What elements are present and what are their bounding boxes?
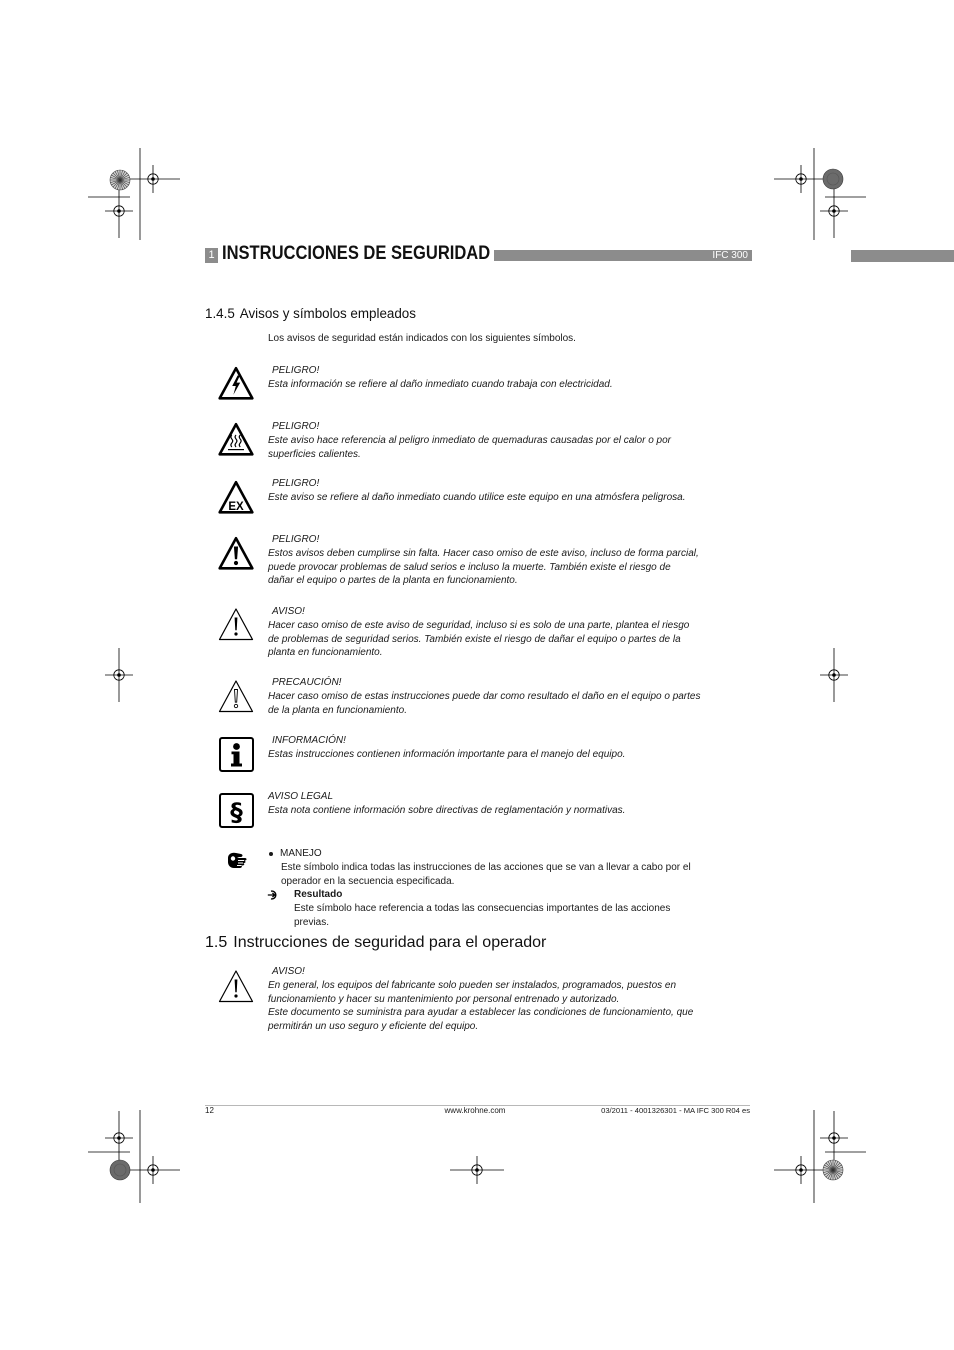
notice-text-line: Hacer caso omiso de estas instrucciones puede dar como resultado el daño en el equipo o partes [268,690,701,702]
ex-mark-text: EX [228,501,244,513]
notice-text-line: En general, los equipos del fabricante solo pueden ser instalados, programados, puestos en [268,979,677,991]
result-text-line: Este símbolo hace referencia a todas las consecuencias importantes de las acciones [294,903,671,915]
notice-text-line: planta en funcionamiento. [268,647,383,659]
notice-label: AVISO LEGAL [268,791,334,802]
notice-text-line: de problemas de seguridad serios. También existe el riesgo de dañar el equipo o partes de la [268,633,681,645]
notice-text-line: Esta nota contiene información sobre directivas de reglamentación y normativas. [268,804,626,816]
notice-text-line: de la planta en funcionamiento. [268,704,407,716]
section-heading-1-4-5 [205,306,416,322]
chapter-title: INSTRUCCIONES DE SEGURIDAD [222,243,491,264]
caution-exclamation-icon [218,679,254,713]
notice-text-line: Esta información se refiere al daño inmediato cuando trabaja con electricidad. [268,378,613,390]
footer-website: www.krohne.com [444,1106,506,1115]
edge-tab-bar [851,250,954,262]
notice-text-line: Este aviso hace referencia al peligro inmediato de quemaduras causadas por el calor o por [268,434,672,446]
danger-exclamation-icon [218,536,254,570]
notice-text-line: Hacer caso omiso de este aviso de seguridad, incluso si es solo de una parte, plantea el riesgo [268,619,690,631]
color-target [823,169,843,189]
result-text-line: previas. [294,916,330,928]
notice-label: PELIGRO! [272,478,320,489]
notice-text-line: Estas instrucciones contienen información importante para el manejo del equipo. [268,748,626,760]
notice-caution [268,676,758,717]
bullet-icon [269,852,273,856]
notice-text-line: dañar el equipo o partes de la planta en funcionamiento. [268,575,518,587]
result-heading [268,888,758,902]
notice-text-line: Estos avisos deben cumplirse sin falta. Hacer caso omiso de este aviso, incluso de forma parcial, [268,547,699,559]
notice-electrical-danger [268,364,758,392]
notice-label: AVISO! [272,606,305,617]
handling-label: MANEJO [280,848,322,859]
product-name: IFC 300 [712,250,748,261]
chapter-number: 1 [205,248,218,263]
notice-label: INFORMACIÓN! [272,735,346,746]
footer-doc-reference: 03/2011 - 4001326301 - MA IFC 300 R04 es [601,1106,750,1115]
registration-mark [105,1111,133,1165]
notice-text-line: permitirán un uso seguro y eficiente del equipo. [268,1021,479,1033]
registration-mark [820,1111,848,1165]
hot-surface-icon [218,422,254,456]
result-arrow-icon [267,890,278,900]
notice-text-line: Este aviso se refiere al daño inmediato cuando utilice este equipo en una atmósfera peligrosa. [268,491,686,503]
handling-text-line: Este símbolo indica todas las instrucciones de las acciones que se van a llevar a cabo por el [281,861,691,873]
notice-label: PRECAUCIÓN! [272,677,342,688]
registration-mark [450,1156,504,1184]
registration-mark [820,648,848,702]
section-intro: Los avisos de seguridad están indicados con los siguientes símbolos. [268,333,576,344]
section-title: Instrucciones de seguridad para el operador [233,934,547,951]
information-icon [219,737,254,772]
notice-text-line: Este documento se suministra para ayudar a establecer las condiciones de funcionamiento, que [268,1007,694,1019]
legal-section-icon [219,793,254,828]
notice-explosive-danger [268,477,758,505]
hand-icon [225,849,249,871]
notice-warning [268,605,758,660]
warning-exclamation-icon [218,969,254,1003]
color-target [110,170,130,190]
section-number: 1.4.5 [205,306,235,321]
notice-text-line: puede provocar problemas de salud serios e incluso la muerte. También existe el riesgo de [268,561,671,573]
registration-mark [774,165,828,193]
explosive-atmosphere-icon [218,480,254,514]
notice-operator-warning [268,965,758,1034]
registration-mark [820,184,848,238]
handling-block [268,847,758,930]
notice-text-line: funcionamiento y hacer su mantenimiento por personal entrenado y autorizado. [268,993,620,1005]
section-title: Avisos y símbolos empleados [239,306,416,321]
handling-heading [268,847,758,861]
warning-exclamation-icon [218,607,254,641]
notice-hot-surface-danger [268,420,758,461]
notice-information [268,734,758,762]
section-number: 1.5 [205,934,228,951]
header-bar [494,250,752,261]
section-heading-1-5 [205,934,546,952]
registration-mark [774,1156,828,1184]
registration-mark [126,165,180,193]
electrical-hazard-icon [218,366,254,400]
notice-label: AVISO! [272,966,305,977]
color-target [823,1160,843,1180]
notice-label: PELIGRO! [272,421,320,432]
page-number: 12 [205,1106,214,1115]
color-target [110,1160,130,1180]
handling-text-line: operador en la secuencia especificada. [281,875,455,887]
notice-label: PELIGRO! [272,365,320,376]
result-label: Resultado [294,889,343,901]
registration-mark [105,648,133,702]
notice-general-danger [268,533,758,588]
notice-label: PELIGRO! [272,534,320,545]
section-sign-text: § [230,797,243,827]
registration-mark [105,184,133,238]
notice-legal [268,790,758,818]
registration-mark [126,1156,180,1184]
notice-text-line: superficies calientes. [268,448,361,460]
